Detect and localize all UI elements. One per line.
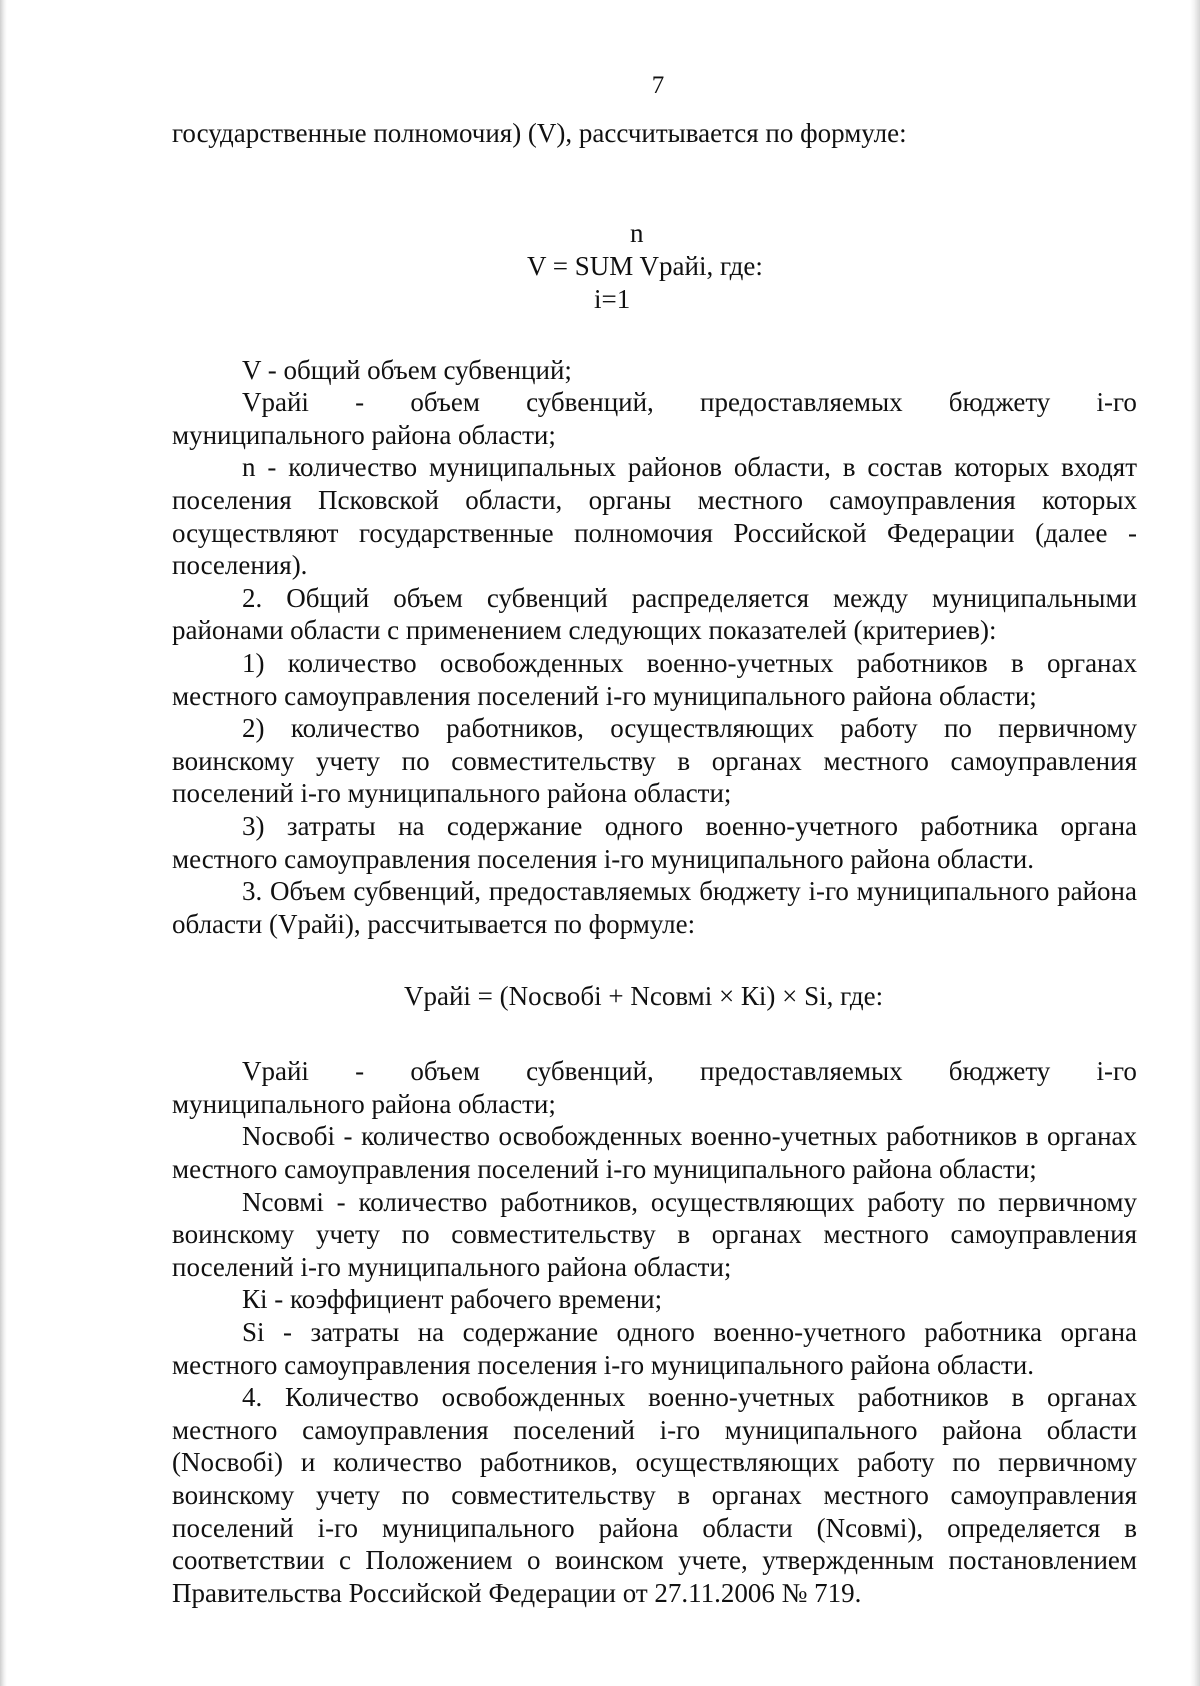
definition-n: n - количество муниципальных районов области, в состав которых входят поселения Псковской области, органы местного самоуправления которых осуществляют государственные полномочия Российской Федерации (далее - поселения).	[172, 452, 1137, 581]
definition-vrai-line	[172, 386, 1137, 419]
definition-nsovm: Nсовмi - количество работников, осуществляющих работу по первичному воинскому учету по совместительству в органах местного самоуправления поселений i-го муниципального района области;	[172, 1186, 1137, 1282]
term-word: предоставляемых	[700, 387, 903, 418]
term-word: i-го	[1096, 387, 1137, 418]
spacer	[172, 306, 1137, 354]
term-word: i-го	[1096, 1056, 1137, 1087]
term-word: -	[355, 387, 365, 418]
scan-edge-left	[0, 0, 7, 1686]
definition-s: Si - затраты на содержание одного военно-учетного работника органа местного самоуправления поселения i-го муниципального района области.	[172, 1317, 1137, 1380]
definition-v: V - общий объем субвенций;	[242, 354, 572, 385]
term-word: объем	[410, 1056, 480, 1087]
scan-edge-right	[1190, 0, 1200, 1686]
term-word: Vрайi	[242, 387, 309, 418]
intro-text: государственные полномочия) (V), рассчитывается по формуле:	[172, 118, 907, 148]
definition-vrai-continuation: муниципального района области;	[172, 419, 556, 450]
definition-vrai-line-2	[172, 1055, 1137, 1088]
definition-k: Кi - коэффициент рабочего времени;	[242, 1284, 663, 1315]
page-number: 7	[651, 72, 665, 99]
definition-vrai-continuation-2: муниципального района области;	[172, 1088, 556, 1119]
term-word: субвенций,	[526, 1056, 654, 1087]
term-word: бюджету	[948, 387, 1051, 418]
term-word: субвенций,	[526, 387, 654, 418]
formula-sum	[172, 150, 1137, 314]
term-word: бюджету	[948, 1056, 1051, 1087]
paragraph-2: 2. Общий объем субвенций распределяется между муниципальными районами области с применением следующих показателей (критериев):	[172, 582, 1137, 646]
definition-nosvob: Nосвобi - количество освобожденных военно-учетных работников в органах местного самоуправления поселений i-го муниципального района области;	[172, 1121, 1137, 1185]
paragraph-2-item-3: 3) затраты на содержание одного военно-учетного работника органа местного самоуправления поселения i-го муниципального района области.	[172, 810, 1137, 874]
formula-sum-lower-limit: i=1	[594, 283, 631, 314]
term-word: -	[355, 1056, 365, 1087]
document-body	[172, 117, 1137, 1609]
formula-sum-main: V = SUM Vрайi, где:	[527, 250, 763, 281]
formula-vrai	[172, 940, 1137, 1055]
paragraph-2-item-2: 2) количество работников, осуществляющих работу по первичному воинскому учету по совместительству в органах местного самоуправления поселений i-го муниципального района области;	[172, 713, 1137, 809]
formula-sum-upper-limit: n	[630, 217, 644, 248]
term-word: объем	[410, 387, 480, 418]
paragraph-4: 4. Количество освобожденных военно-учетных работников в органах местного самоуправления поселений i-го муниципального района области (Nосвобi) и количество работников, осуществляющих работу по первичному воинскому учету по совместительству в органах местного самоуправления поселений i-го муниципального района области (Nсовмi), определяется в соответствии с Положением о воинском учете, утвержденным постановлением Правительства Российской Федерации от 27.11.2006 № 719.	[172, 1382, 1137, 1608]
formula-vrai-text: Vрайi = (Nосвобi + Nсовмi × Кi) × Si, где:	[404, 981, 884, 1012]
term-word: предоставляемых	[700, 1056, 903, 1087]
term-word: Vрайi	[242, 1056, 309, 1087]
paragraph-3: 3. Объем субвенций, предоставляемых бюджету i-го муниципального района области (Vрайi), рассчитывается по формуле:	[172, 876, 1137, 939]
paragraph-2-item-1: 1) количество освобожденных военно-учетных работников в органах местного самоуправления поселений i-го муниципального района области;	[172, 647, 1137, 711]
